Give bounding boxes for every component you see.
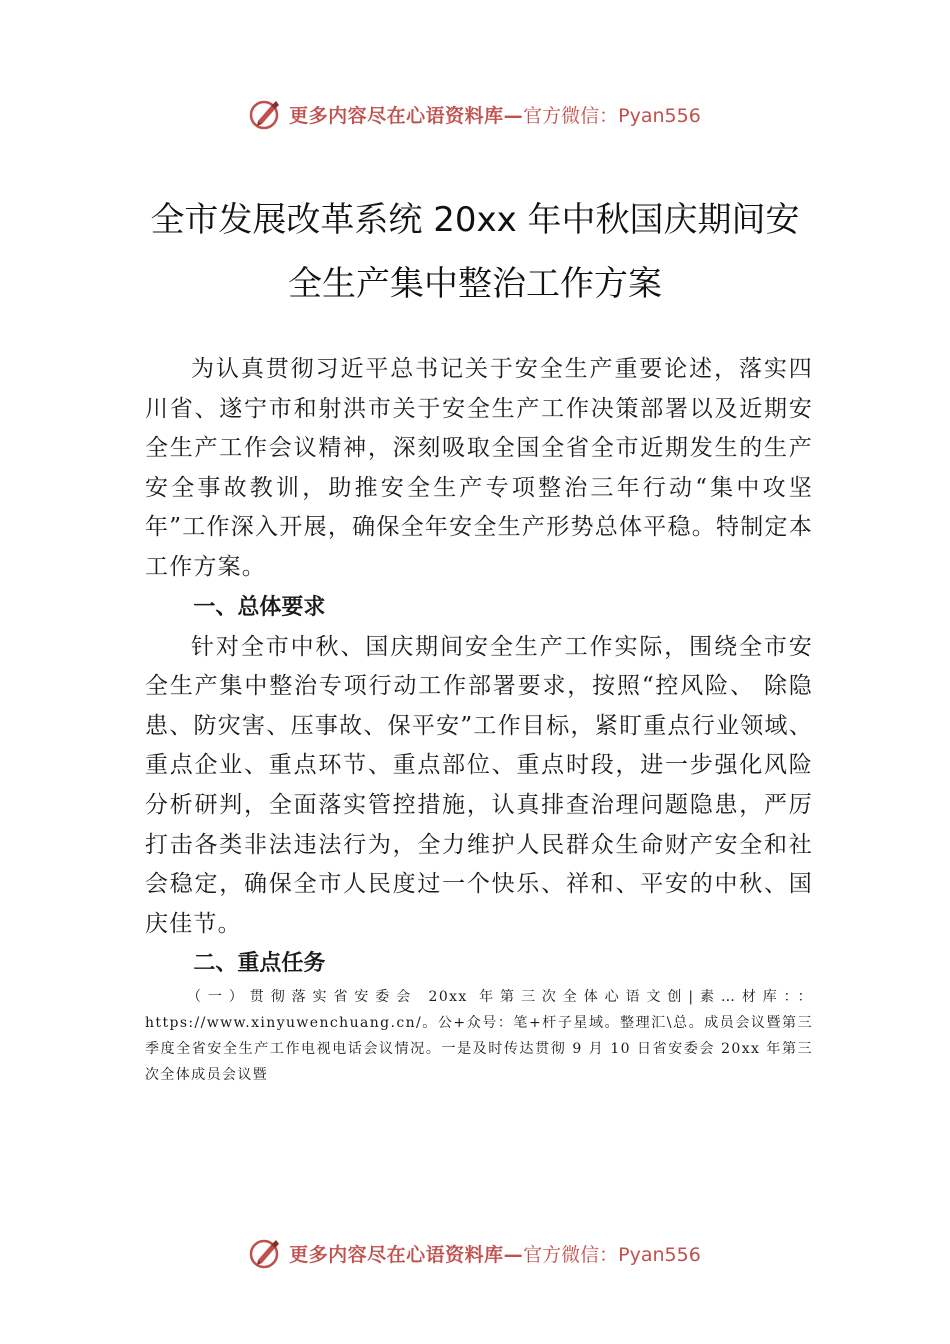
section-1-paragraph: 针对全市中秋、国庆期间安全生产工作实际，围绕全市安全生产集中整治专项行动工作部署要求，按照“控风险、 除隐患、防灾害、压事故、保平安”工作目标，紧盯重点行业领域、重点企业、重点环节、重点部位、重点时段，进一步强化风险分析研判，全面落实管控措施，认真排查治理问题隐患，严厉打击各类非法违法行为，全力维护人民群众生命财产安全和社会稳定，确保全市人民度过一个快乐、祥和、平安的中秋、国庆佳节。 [145,633,813,937]
title-line-2: 全生产集中整治工作方案 [288,264,662,304]
watermark-text: 更多内容尽在心语资料库— [289,1243,524,1266]
pen-seal-logo [249,97,283,131]
watermark-banner-bottom [0,1233,950,1273]
pen-seal-logo [249,1236,283,1270]
watermark-wechat: 官方微信：Pyan556 [523,104,701,127]
section-2-heading: 二、重点任务 [193,951,326,977]
watermark-banner-top [0,94,950,134]
title-line-1: 全市发展改革系统 20xx 年中秋国庆期间安 [150,200,800,240]
watermark-wechat: 官方微信：Pyan556 [523,1243,701,1266]
section-1-heading: 一、总体要求 [193,594,326,620]
watermark-text: 更多内容尽在心语资料库— [289,104,524,127]
section-2-item-1: （一）贯彻落实省安委会 20xx 年第三次全体心语文创|素…材库：：https://www.xinyuwenchuang.cn/。公+众号：笔+杆子星域。整理汇\总。成员会议暨第三季度全省安全生产工作电视电话会议情况。一是及时传达贯彻 9 月 10 日省安委会 20xx 年第三次全体成员会议暨 [145,989,813,1084]
document-body [145,350,813,1088]
document-title [100,188,850,316]
intro-paragraph: 为认真贯彻习近平总书记关于安全生产重要论述，落实四川省、遂宁市和射洪市关于安全生产工作决策部署以及近期安全生产工作会议精神，深刻吸取全国全省全市近期发生的生产安全事故教训，助推安全生产专项整治三年行动“集中攻坚年”工作深入开展，确保全年安全生产形势总体平稳。特制定本工作方案。 [145,356,813,580]
